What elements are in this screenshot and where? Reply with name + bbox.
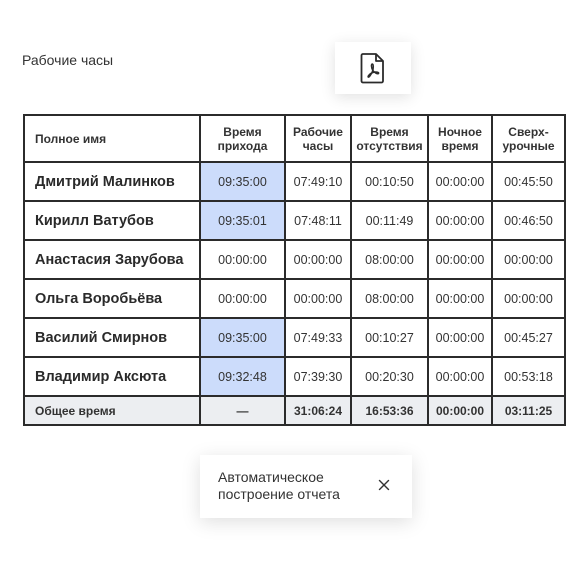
- work-hours-cell: 07:49:10: [285, 162, 351, 201]
- overtime-cell: 00:45:50: [492, 162, 565, 201]
- work-hours-cell: 00:00:00: [285, 279, 351, 318]
- header-line: Ночное: [438, 124, 482, 139]
- header-full-name: [24, 115, 200, 162]
- overtime-cell: 00:53:18: [492, 357, 565, 396]
- employee-name: Ольга Воробьёва: [24, 279, 200, 318]
- table-row: [24, 162, 565, 201]
- header-line: отсутствия: [356, 138, 423, 153]
- header-overtime: [492, 115, 565, 162]
- arrival-cell: 00:00:00: [200, 279, 285, 318]
- header-line: урочные: [502, 138, 555, 153]
- night-time-cell: 00:00:00: [428, 357, 492, 396]
- header-line: Время: [370, 124, 409, 139]
- work-hours-table: [23, 114, 566, 426]
- arrival-cell: 00:00:00: [200, 240, 285, 279]
- arrival-cell: 09:35:01: [200, 201, 285, 240]
- table-row: [24, 201, 565, 240]
- total-overtime-cell: 03:11:25: [492, 396, 565, 425]
- export-pdf-button[interactable]: [335, 42, 411, 94]
- work-hours-cell: 07:48:11: [285, 201, 351, 240]
- header-line: время: [441, 138, 479, 153]
- absence-cell: 08:00:00: [351, 240, 428, 279]
- table-row: [24, 357, 565, 396]
- close-icon[interactable]: [376, 477, 392, 493]
- table-header-row: [24, 115, 565, 162]
- table-row: [24, 279, 565, 318]
- work-hours-cell: 07:39:30: [285, 357, 351, 396]
- header-line: Время: [223, 124, 262, 139]
- employee-name: Владимир Аксюта: [24, 357, 200, 396]
- overtime-cell: 00:00:00: [492, 279, 565, 318]
- total-arrival-cell: —: [200, 396, 285, 425]
- header-arrival-time: [200, 115, 285, 162]
- overtime-cell: 00:00:00: [492, 240, 565, 279]
- employee-name: Анастасия Зарубова: [24, 240, 200, 279]
- table-row: [24, 240, 565, 279]
- header-absence-time: [351, 115, 428, 162]
- arrival-cell: 09:35:00: [200, 318, 285, 357]
- overtime-cell: 00:46:50: [492, 201, 565, 240]
- night-time-cell: 00:00:00: [428, 279, 492, 318]
- absence-cell: 00:10:27: [351, 318, 428, 357]
- work-hours-cell: 07:49:33: [285, 318, 351, 357]
- header-night-time: [428, 115, 492, 162]
- total-row: [24, 396, 565, 425]
- header-work-hours: [285, 115, 351, 162]
- arrival-cell: 09:32:48: [200, 357, 285, 396]
- pdf-file-icon: [360, 52, 386, 84]
- absence-cell: 00:20:30: [351, 357, 428, 396]
- auto-report-toast: [200, 455, 412, 518]
- header-line: часы: [302, 138, 334, 153]
- total-night-time-cell: 00:00:00: [428, 396, 492, 425]
- night-time-cell: 00:00:00: [428, 240, 492, 279]
- header-line: Полное имя: [35, 131, 107, 146]
- arrival-cell: 09:35:00: [200, 162, 285, 201]
- night-time-cell: 00:00:00: [428, 318, 492, 357]
- total-work-hours-cell: 31:06:24: [285, 396, 351, 425]
- overtime-cell: 00:45:27: [492, 318, 565, 357]
- absence-cell: 08:00:00: [351, 279, 428, 318]
- employee-name: Дмитрий Малинков: [24, 162, 200, 201]
- total-label: Общее время: [24, 396, 200, 425]
- employee-name: Кирилл Ватубов: [24, 201, 200, 240]
- toast-message: Автоматическое построение отчета: [218, 469, 340, 502]
- night-time-cell: 00:00:00: [428, 201, 492, 240]
- absence-cell: 00:11:49: [351, 201, 428, 240]
- header-line: Рабочие: [293, 124, 343, 139]
- header-line: прихода: [217, 138, 268, 153]
- work-hours-cell: 00:00:00: [285, 240, 351, 279]
- table-row: [24, 318, 565, 357]
- page-title: Рабочие часы: [22, 52, 114, 68]
- night-time-cell: 00:00:00: [428, 162, 492, 201]
- employee-name: Василий Смирнов: [24, 318, 200, 357]
- header-line: Сверх-: [508, 124, 549, 139]
- absence-cell: 00:10:50: [351, 162, 428, 201]
- total-absence-cell: 16:53:36: [351, 396, 428, 425]
